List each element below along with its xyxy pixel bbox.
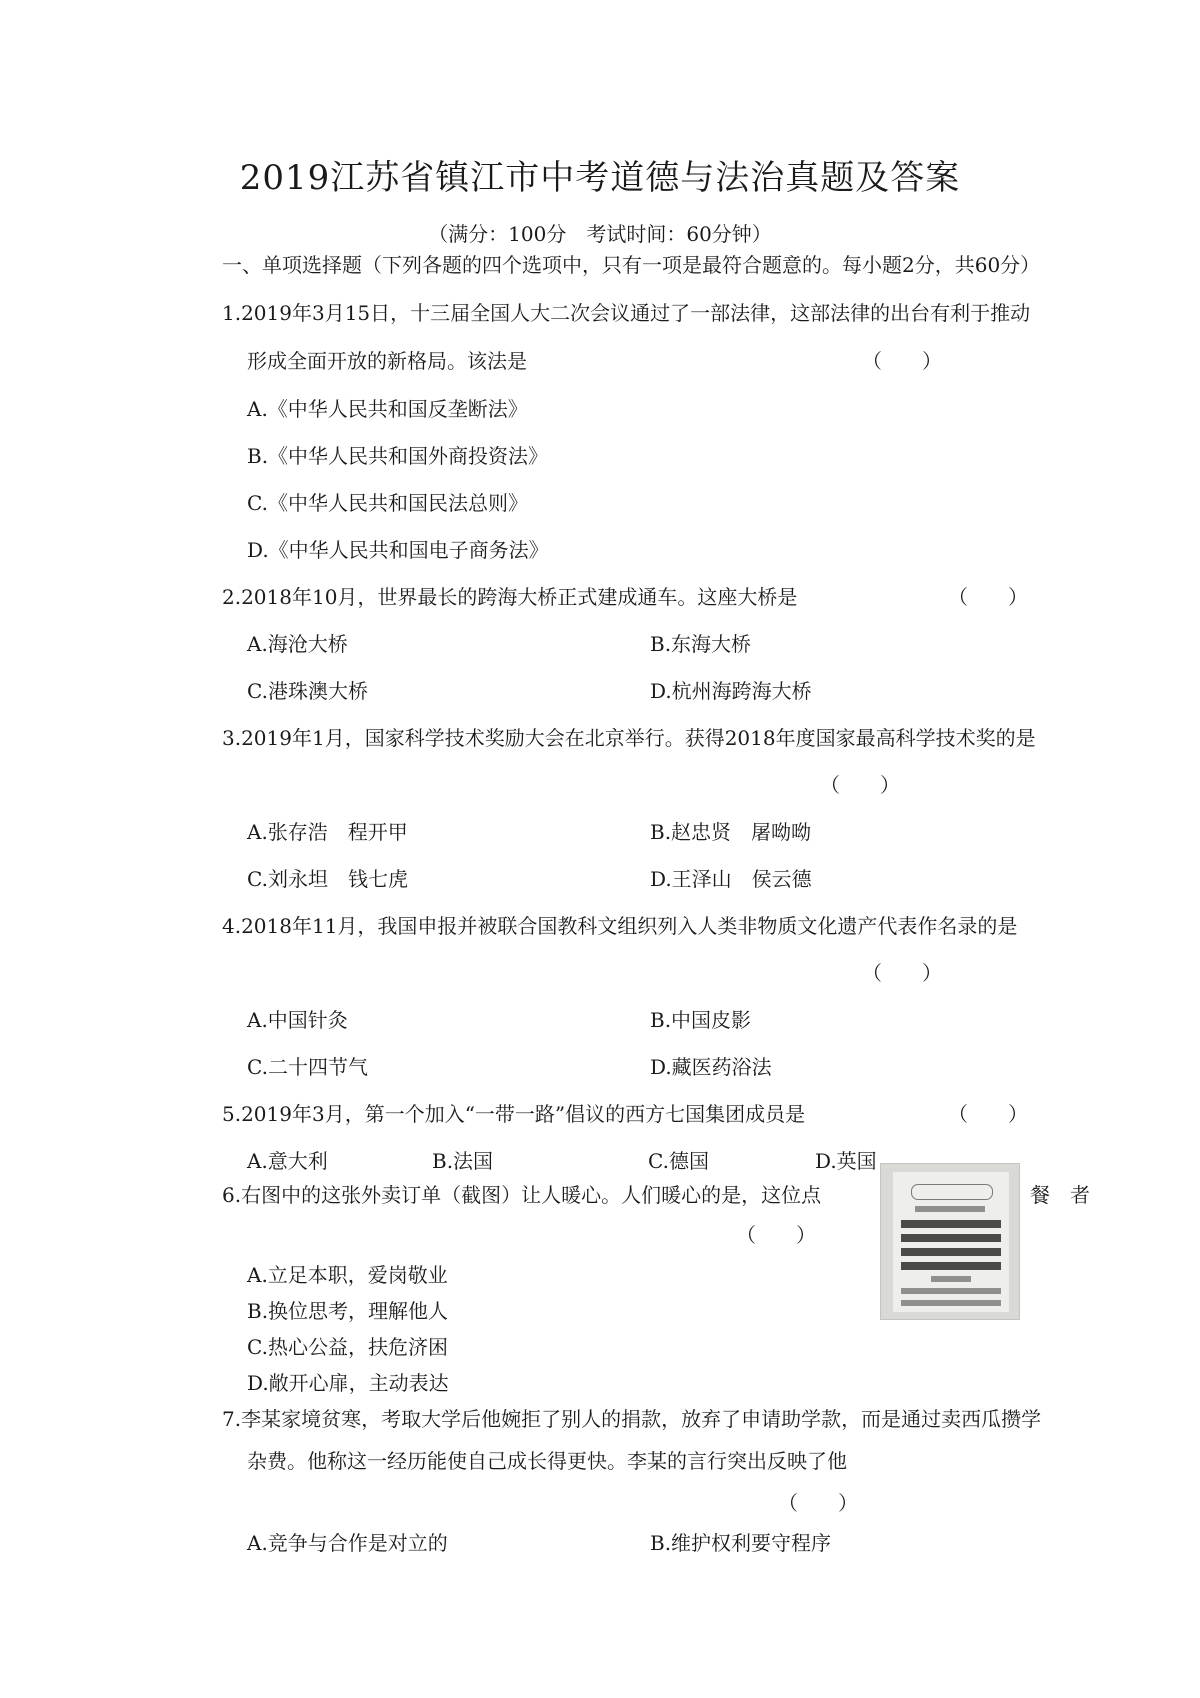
q1-option-c: C.《中华人民共和国民法总则》 [247, 491, 528, 515]
q2-option-c: C.港珠澳大桥 [247, 679, 368, 703]
q4-answer-blank: （ ） [862, 961, 942, 985]
q1-option-b: B.《中华人民共和国外商投资法》 [247, 444, 549, 468]
exam-info: （满分：100分 考试时间：60分钟） [428, 222, 772, 246]
q5-option-c: C.德国 [648, 1149, 709, 1173]
q4-option-c: C.二十四节气 [247, 1055, 368, 1079]
q6-stem: 6.右图中的这张外卖订单（截图）让人暖心。人们暖心的是，这位点 [222, 1183, 822, 1207]
q4-option-b: B.中国皮影 [650, 1008, 752, 1032]
q2-option-d: D.杭州海跨海大桥 [650, 679, 812, 703]
q6-option-a: A.立足本职，爱岗敬业 [247, 1263, 448, 1287]
q5-option-a: A.意大利 [247, 1149, 328, 1173]
q5-option-b: B.法国 [432, 1149, 494, 1173]
receipt-line [931, 1276, 971, 1282]
receipt-line [901, 1248, 1001, 1256]
q1-option-d: D.《中华人民共和国电子商务法》 [247, 538, 549, 562]
q6-option-b: B.换位思考，理解他人 [247, 1299, 449, 1323]
receipt-paid-stamp [911, 1184, 993, 1200]
q4-option-a: A.中国针灸 [247, 1008, 348, 1032]
q7-answer-blank: （ ） [778, 1491, 858, 1515]
q1-stem-line1: 1.2019年3月15日，十三届全国人大二次会议通过了一部法律，这部法律的出台有利于推动 [222, 301, 1031, 325]
q4-stem: 4.2018年11月，我国申报并被联合国教科文组织列入人类非物质文化遗产代表作名录的是 [222, 914, 1018, 938]
q6-stem-tail: 餐 者 [1030, 1183, 1090, 1207]
q3-stem: 3.2019年1月，国家科学技术奖励大会在北京举行。获得2018年度国家最高科学技术奖的是 [222, 726, 1036, 750]
q5-stem: 5.2019年3月，第一个加入“一带一路”倡议的西方七国集团成员是 [222, 1102, 806, 1126]
q7-option-b: B.维护权利要守程序 [650, 1531, 832, 1555]
q5-option-d: D.英国 [815, 1149, 877, 1173]
q6-answer-blank: （ ） [736, 1223, 816, 1247]
receipt-line [901, 1288, 1001, 1294]
q1-option-a: A.《中华人民共和国反垄断法》 [247, 397, 528, 421]
receipt-line [901, 1300, 1001, 1306]
q2-answer-blank: （ ） [948, 585, 1028, 609]
receipt-line [901, 1220, 1001, 1228]
q5-answer-blank: （ ） [948, 1102, 1028, 1126]
receipt-line [915, 1206, 985, 1212]
page-title: 2019江苏省镇江市中考道德与法治真题及答案 [239, 158, 961, 198]
q7-stem-line2: 杂费。他称这一经历能使自己成长得更快。李某的言行突出反映了他 [247, 1449, 847, 1473]
q1-stem-line2: 形成全面开放的新格局。该法是 [247, 349, 527, 373]
q7-stem-line1: 7.李某家境贫寒，考取大学后他婉拒了别人的捐款，放弃了申请助学款，而是通过卖西瓜攒学 [222, 1407, 1042, 1431]
q3-option-d: D.王泽山 侯云德 [650, 867, 812, 891]
q2-option-b: B.东海大桥 [650, 632, 752, 656]
receipt-line [901, 1234, 1001, 1242]
q7-option-a: A.竞争与合作是对立的 [247, 1531, 448, 1555]
q6-option-d: D.敞开心扉，主动表达 [247, 1371, 449, 1395]
receipt-line [901, 1262, 1001, 1270]
q3-option-a: A.张存浩 程开甲 [247, 820, 408, 844]
q3-option-c: C.刘永坦 钱七虎 [247, 867, 408, 891]
q2-option-a: A.海沧大桥 [247, 632, 348, 656]
takeout-order-image [880, 1163, 1020, 1320]
q6-option-c: C.热心公益，扶危济困 [247, 1335, 448, 1359]
q3-option-b: B.赵忠贤 屠呦呦 [650, 820, 812, 844]
q2-stem: 2.2018年10月，世界最长的跨海大桥正式建成通车。这座大桥是 [222, 585, 798, 609]
section-heading: 一、单项选择题（下列各题的四个选项中，只有一项是最符合题意的。每小题2分，共60分） [222, 253, 1041, 277]
q3-answer-blank: （ ） [820, 773, 900, 797]
q1-answer-blank: （ ） [862, 349, 942, 373]
q4-option-d: D.藏医药浴法 [650, 1055, 772, 1079]
